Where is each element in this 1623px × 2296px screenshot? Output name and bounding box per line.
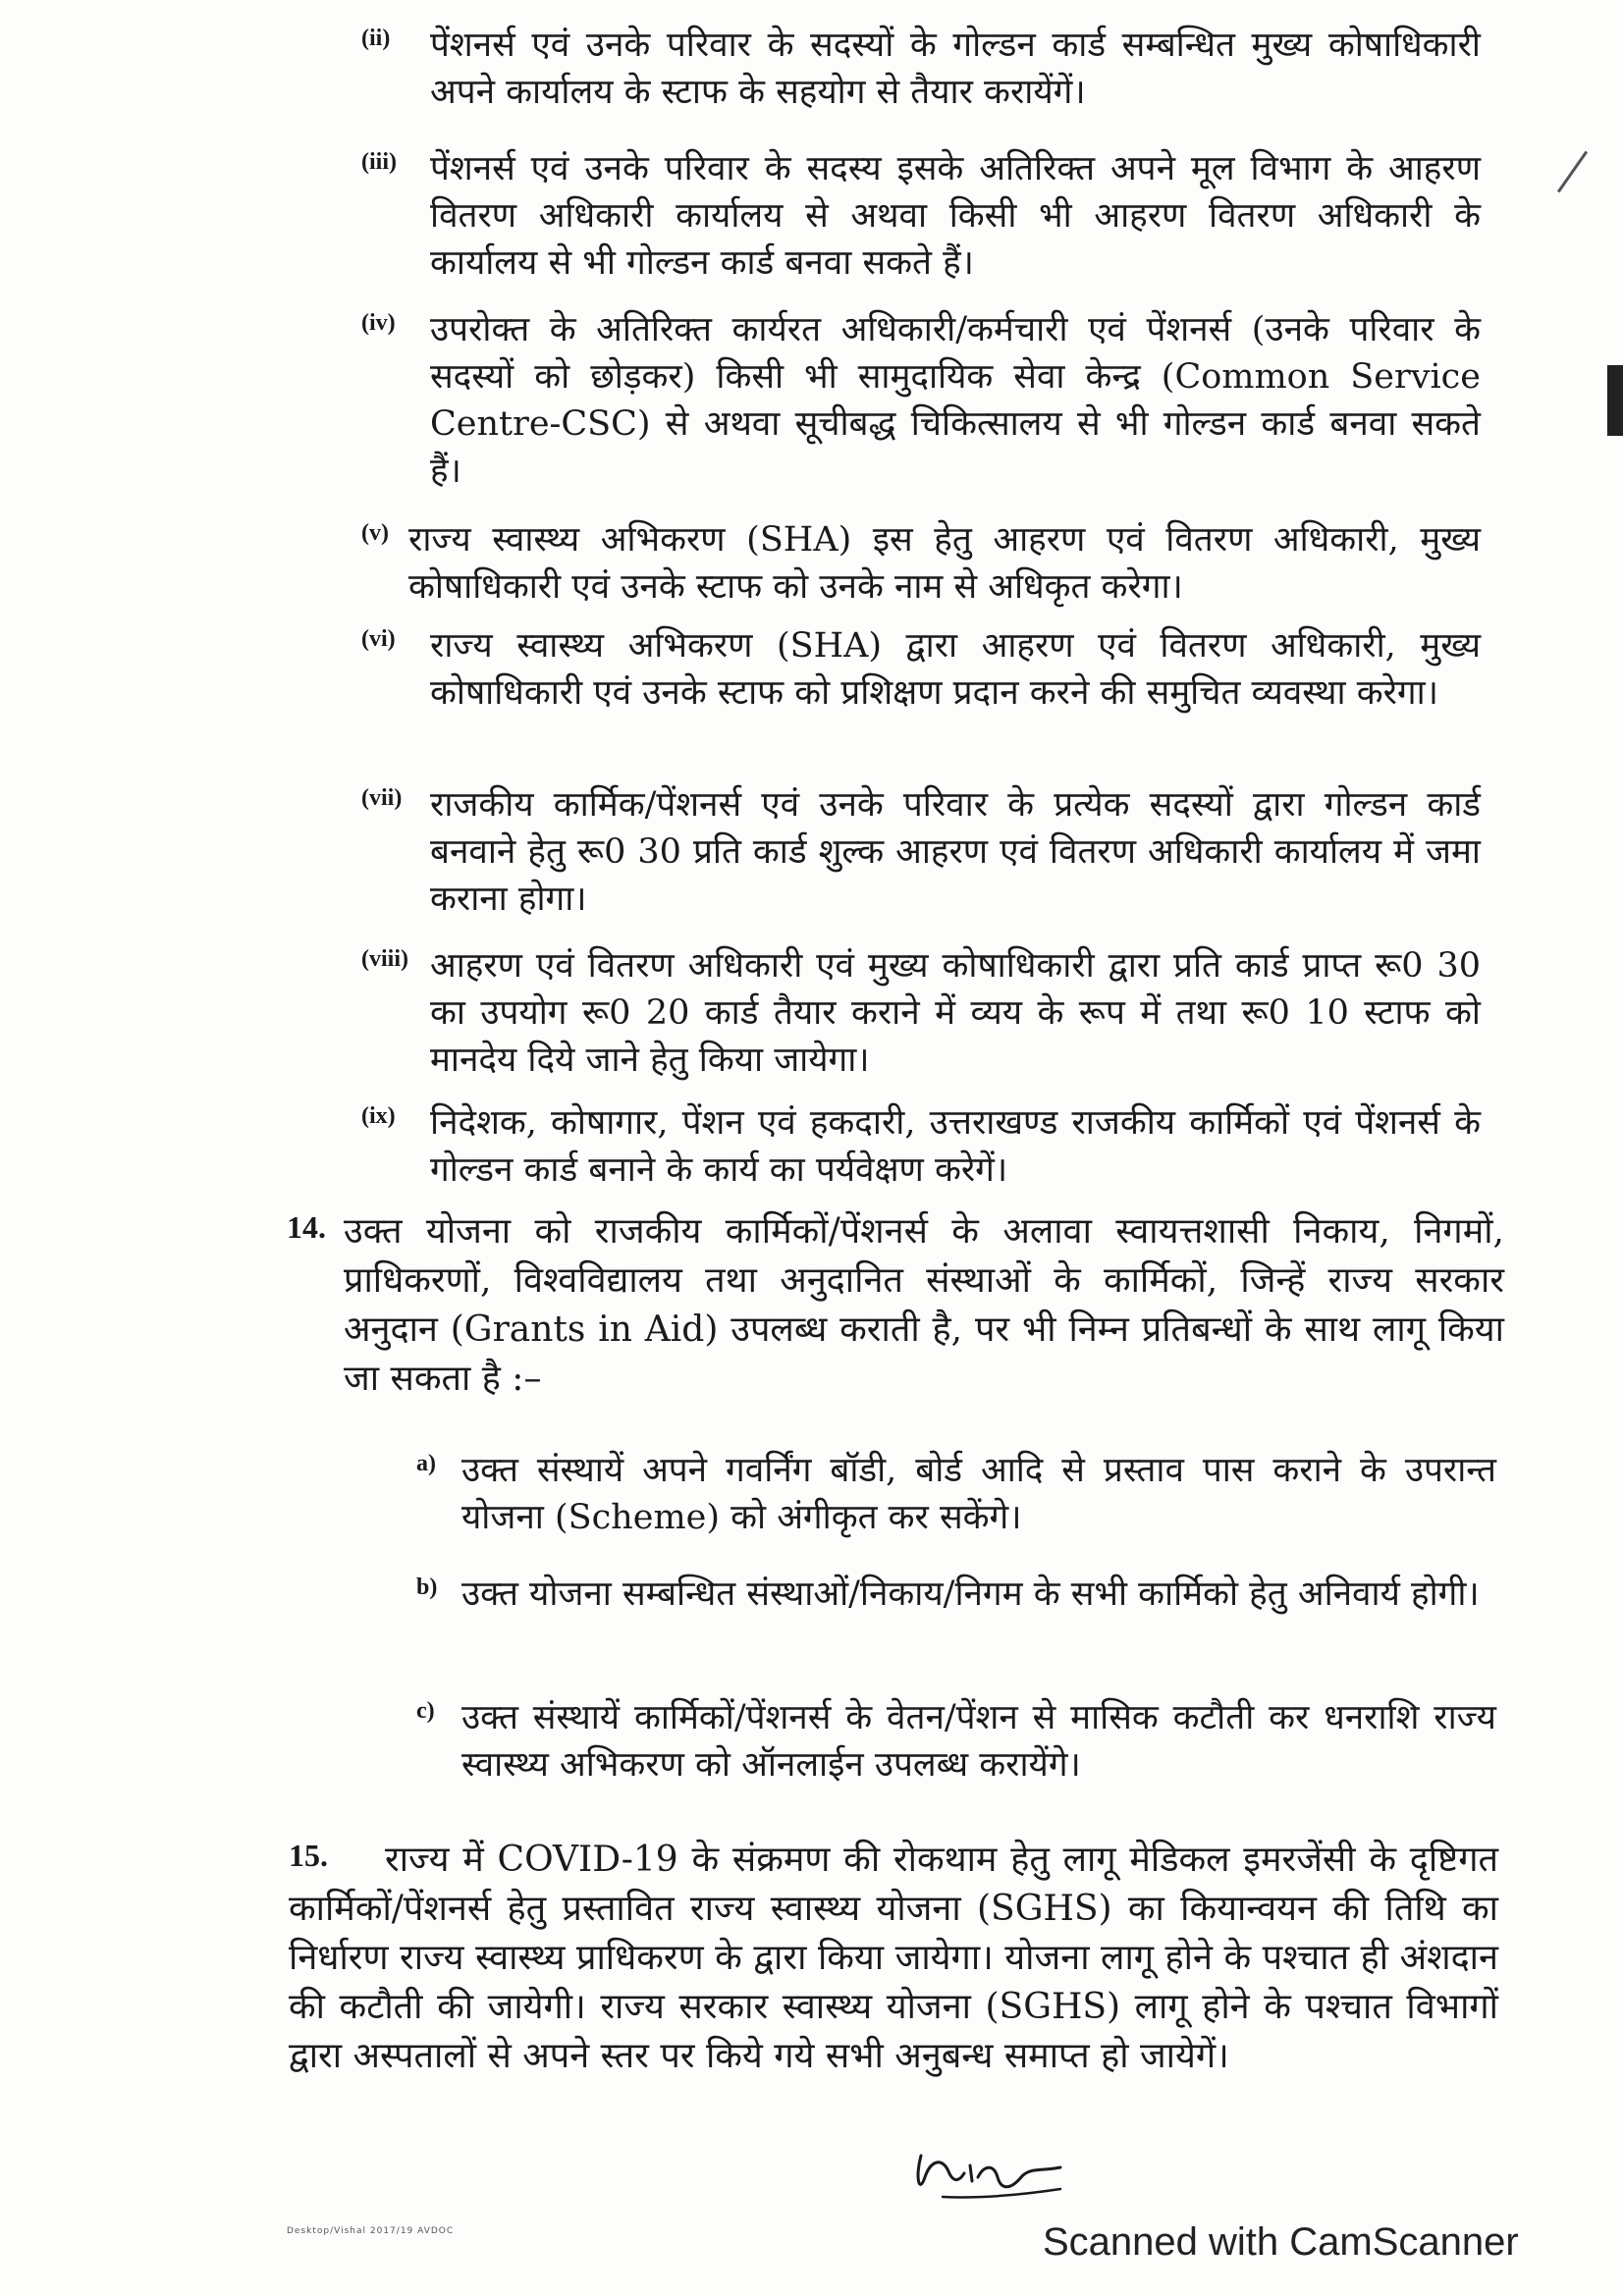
clause-viii — [361, 942, 1481, 1084]
section-text: राज्य में COVID-19 के संक्रमण की रोकथाम हेतु लागू मेडिकल इमरजेंसी के दृष्टिगत कार्मिकों/पेंशनर्स हेतु प्रस्तावित राज्य स्वास्थ्य योजना (SGHS) का कियान्वयन की तिथि का निर्धारण राज्य स्वास्थ्य प्राधिकरण के द्वारा किया जायेगा। योजना लागू होने के पश्चात ही अंशदान की कटौती की जायेगी। राज्य सरकार स्वास्थ्य योजना (SGHS) लागू होने के पश्चात विभागों द्वारा अस्पतालों से अपने स्तर पर किये गये सभी अनुबन्ध समाप्त हो जायेगें। — [289, 1840, 1498, 2076]
clause-iv — [361, 306, 1481, 495]
clause-vii — [361, 781, 1481, 923]
section-15 — [289, 1836, 1498, 2081]
clause-text: राजकीय कार्मिक/पेंशनर्स एवं उनके परिवार के प्रत्येक सदस्यों द्वारा गोल्डन कार्ड बनवाने हेतु रू0 30 प्रति कार्ड शुल्क आहरण एवं वितरण अधिकारी कार्यालय में जमा कराना होगा। — [430, 785, 1481, 919]
section-number: 15. — [289, 1838, 328, 1873]
clause-vi — [361, 622, 1481, 717]
clause-text: आहरण एवं वितरण अधिकारी एवं मुख्य कोषाधिकारी द्वारा प्रति कार्ड प्राप्त रू0 30 का उपयोग रू0 20 कार्ड तैयार कराने में व्यय के रूप में तथा रू0 10 स्टाफ को मानदेय दिये जाने हेतु किया जायेगा। — [430, 946, 1481, 1080]
clause-text: राज्य स्वास्थ्य अभिकरण (SHA) द्वारा आहरण एवं वितरण अधिकारी, मुख्य कोषाधिकारी एवं उनके स्टाफ को प्रशिक्षण प्रदान करने की समुचित व्यवस्था करेगा। — [430, 626, 1481, 713]
sub-clause-text: उक्त योजना सम्बन्धित संस्थाओं/निकाय/निगम के सभी कार्मिको हेतु अनिवार्य होगी। — [461, 1575, 1480, 1614]
clause-number: (vi) — [361, 626, 396, 652]
sub-clause-number: a) — [416, 1451, 436, 1476]
clause-number: (iii) — [361, 149, 397, 175]
sub-clause-number: c) — [416, 1698, 435, 1724]
scan-edge-mark — [1607, 365, 1623, 436]
footer-file-note: Desktop/Vishal 2017/19 AVDOC — [287, 2226, 455, 2236]
sub-clause-number: b) — [416, 1575, 438, 1600]
clause-number: (viii) — [361, 946, 408, 972]
clause-number: (v) — [361, 520, 389, 546]
clause-iii — [361, 145, 1481, 287]
section-14 — [287, 1207, 1504, 1404]
scan-edge-mark — [1557, 151, 1588, 193]
scanner-watermark: Scanned with CamScanner — [1043, 2220, 1519, 2264]
clause-number: (iv) — [361, 310, 396, 336]
clause-number: (vii) — [361, 785, 403, 811]
clause-ix — [361, 1099, 1481, 1194]
sub-clause-text: उक्त संस्थायें अपने गवर्निंग बॉडी, बोर्ड आदि से प्रस्ताव पास कराने के उपरान्त योजना (Scheme) को अंगीकृत कर सकेंगे। — [461, 1451, 1496, 1537]
clause-text: उपरोक्त के अतिरिक्त कार्यरत अधिकारी/कर्मचारी एवं पेंशनर्स (उनके परिवार के सदस्यों को छोड़कर) किसी भी सामुदायिक सेवा केन्द्र (Common Service Centre-CSC) से अथवा सूचीबद्ध चिकित्सालय से भी गोल्डन कार्ड बनवा सकते हैं। — [430, 310, 1481, 491]
signature-mark — [913, 2138, 1070, 2207]
sub-clause-a — [416, 1447, 1496, 1541]
clause-v — [361, 516, 1481, 611]
clause-text: राज्य स्वास्थ्य अभिकरण (SHA) इस हेतु आहरण एवं वितरण अधिकारी, मुख्य कोषाधिकारी एवं उनके स्टाफ को उनके नाम से अधिकृत करेगा। — [408, 520, 1481, 607]
clause-number: (ii) — [361, 26, 391, 51]
clause-text: पेंशनर्स एवं उनके परिवार के सदस्य इसके अतिरिक्त अपने मूल विभाग के आहरण वितरण अधिकारी कार्यालय से अथवा किसी भी आहरण वितरण अधिकारी के कार्यालय से भी गोल्डन कार्ड बनवा सकते हैं। — [430, 149, 1481, 283]
section-number: 14. — [287, 1209, 326, 1245]
clause-number: (ix) — [361, 1103, 396, 1129]
clause-ii — [361, 22, 1481, 116]
sub-clause-b — [416, 1571, 1496, 1618]
sub-clause-c — [416, 1694, 1496, 1789]
clause-text: निदेशक, कोषागार, पेंशन एवं हकदारी, उत्तराखण्ड राजकीय कार्मिकों एवं पेंशनर्स के गोल्डन कार्ड बनाने के कार्य का पर्यवेक्षण करेगें। — [430, 1103, 1481, 1190]
section-text: उक्त योजना को राजकीय कार्मिकों/पेंशनर्स के अलावा स्वायत्तशासी निकाय, निगमों, प्राधिकरणों, विश्वविद्यालय तथा अनुदानित संस्थाओं के कार्मिकों, जिन्हें राज्य सरकार अनुदान (Grants in Aid) उपलब्ध कराती है, पर भी निम्न प्रतिबन्धों के साथ लागू किया जा सकता है :– — [344, 1211, 1504, 1399]
sub-clause-text: उक्त संस्थायें कार्मिकों/पेंशनर्स के वेतन/पेंशन से मासिक कटौती कर धनराशि राज्य स्वास्थ्य अभिकरण को ऑनलाईन उपलब्ध करायेंगे। — [461, 1698, 1496, 1785]
clause-text: पेंशनर्स एवं उनके परिवार के सदस्यों के गोल्डन कार्ड सम्बन्धित मुख्य कोषाधिकारी अपने कार्यालय के स्टाफ के सहयोग से तैयार करायेंगें। — [430, 26, 1481, 112]
